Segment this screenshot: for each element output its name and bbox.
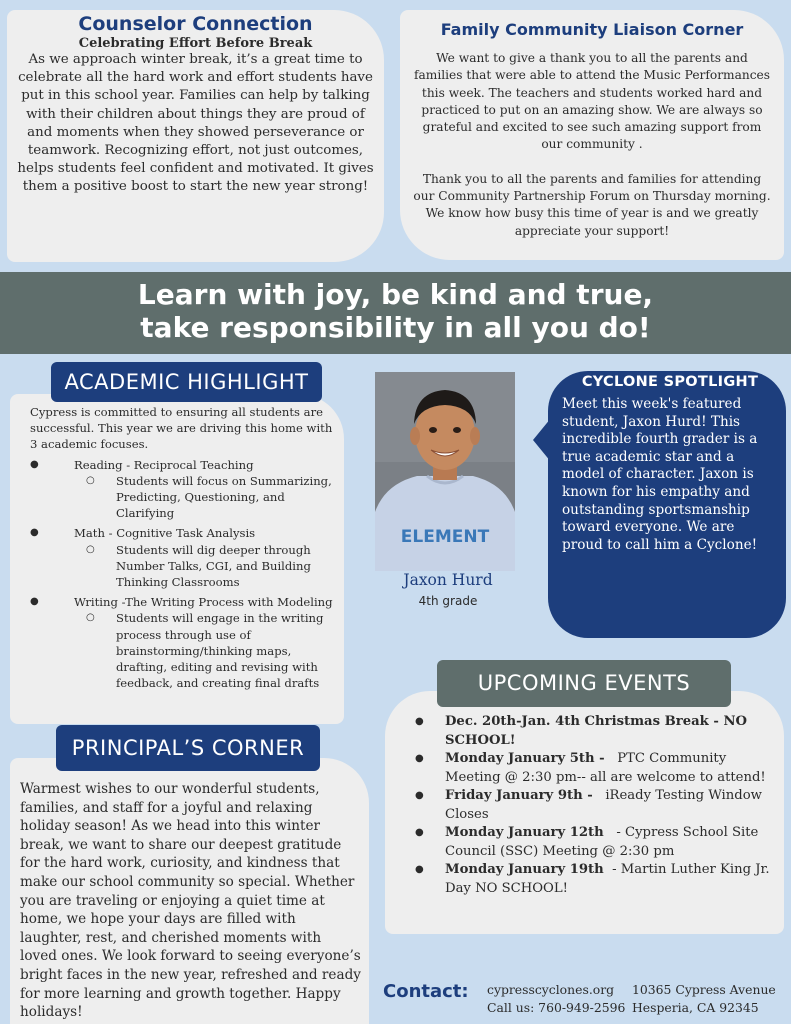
family-paragraph-1: We want to give a thank you to all the parents and families that were able to attend the Music Performances this week. The teachers and students worked hard and practiced to put on an amazing show. We are always so grateful and excited to see such amazing support from our community . xyxy=(413,51,770,152)
counselor-subtitle: Celebrating Effort Before Break xyxy=(78,36,313,51)
family-liaison-card xyxy=(400,10,784,260)
event-date: Monday January 19th xyxy=(445,862,604,877)
academic-focus-math: ● Math - Cognitive Task Analysis xyxy=(30,525,336,541)
motto-banner xyxy=(0,272,791,354)
academic-focus-reading-detail: ○ Students will focus on Summarizing, Predicting, Questioning, and Clarifying xyxy=(30,473,336,522)
event-date: Dec. 20th-Jan. 4th Christmas Break - NO SCHOOL! xyxy=(445,714,747,748)
event-text: iReady Testing Window Closes xyxy=(445,788,762,822)
contact-city: Hesperia, CA 92345 xyxy=(632,1000,759,1015)
motto-line-1: Learn with joy, be kind and true, xyxy=(137,278,654,311)
academic-focus-reading: ● Reading - Reciprocal Teaching xyxy=(30,457,336,473)
student-grade: 4th grade xyxy=(418,594,478,608)
contact-website[interactable]: cypresscyclones.org xyxy=(487,982,615,997)
event-item xyxy=(415,750,774,787)
spotlight-body: Meet this week's featured student, Jaxon Hurd! This incredible fourth grader is a true academic star and a model of character. Jaxon is known for his empathy and outstanding sportsmanship toward everyone. We are proud to call him a Cyclone! xyxy=(562,396,758,553)
spotlight-title: CYCLONE SPOTLIGHT xyxy=(581,374,759,390)
event-date: Monday January 5th - xyxy=(445,751,605,766)
counselor-connection-card xyxy=(7,10,384,262)
event-item xyxy=(415,861,774,898)
academic-highlight-header: ACADEMIC HIGHLIGHT xyxy=(51,362,322,402)
events-list xyxy=(415,713,774,898)
counselor-body: As we approach winter break, it’s a great time to celebrate all the hard work and effort students have put in this school year. Families can help by talking with their children about things they are proud of and moments when they showed perseverance or teamwork. Recognizing effort, not just outcomes, helps students feel confident and motivated. It gives them a positive boost to start the new year strong! xyxy=(17,52,374,195)
contact-address xyxy=(632,981,776,1017)
event-item xyxy=(415,713,774,750)
principal-body: Warmest wishes to our wonderful students, families, and staff for a joyful and relaxing holiday season! As we head into this winter break, we want to share our deepest gratitude for the hard work, curiosity, and kindness that make our school community so special. Whether you are traveling or enjoying a quiet time at home, we hope your days are filled with laughter, rest, and cherished moments with loved ones. We look forward to seeing everyone’s bright faces in the new year, refreshed and ready for more learning and growth together. Happy holidays! xyxy=(20,781,361,1021)
contact-phone[interactable]: Call us: 760-949-2596 xyxy=(487,1000,626,1015)
principals-corner-card xyxy=(10,758,369,1024)
academic-focus-writing: ● Writing -The Writing Process with Modeling xyxy=(30,594,336,610)
event-item xyxy=(415,787,774,824)
upcoming-events-header: UPCOMING EVENTS xyxy=(437,660,731,707)
academic-intro: Cypress is committed to ensuring all students are successful. This year we are driving this home with 3 academic focuses. xyxy=(30,405,333,452)
family-title: Family Community Liaison Corner xyxy=(440,20,744,39)
contact-label: Contact: xyxy=(383,981,469,1002)
cyclone-spotlight-bubble xyxy=(548,371,786,638)
event-text: - Martin Luther King Jr. Day NO SCHOOL! xyxy=(445,862,770,896)
principals-corner-header: PRINCIPAL’S CORNER xyxy=(56,725,320,771)
event-date: Friday January 9th - xyxy=(445,788,593,803)
event-text: - Cypress School Site Council (SSC) Meeting @ 2:30 pm xyxy=(445,825,759,859)
event-item xyxy=(415,824,774,861)
academic-focus-writing-detail: ○ Students will engage in the writing process through use of brainstorming/thinking maps, drafting, editing and revising with feedback, and creating final drafts xyxy=(30,610,336,691)
contact-web-phone xyxy=(487,981,625,1017)
upcoming-events-card xyxy=(385,691,784,934)
shirt-text: ELEMENT xyxy=(400,527,490,547)
student-portrait-illustration xyxy=(375,372,515,571)
academic-highlight-card xyxy=(10,394,344,724)
family-paragraph-2: Thank you to all the parents and families for attending our Community Partnership Forum on Thursday morning. We know how busy this time of year is and we greatly appreciate your support! xyxy=(413,171,771,238)
event-date: Monday January 12th xyxy=(445,825,604,840)
student-name: Jaxon Hurd xyxy=(403,571,493,589)
academic-focus-list xyxy=(30,457,336,692)
event-text: PTC Community Meeting @ 2:30 pm-- all are welcome to attend! xyxy=(445,751,766,785)
contact-street: 10365 Cypress Avenue xyxy=(632,982,776,997)
counselor-title: Counselor Connection xyxy=(78,13,313,35)
academic-focus-math-detail: ○ Students will dig deeper through Number Talks, CGI, and Building Thinking Classrooms xyxy=(30,542,336,591)
student-photo xyxy=(375,372,515,571)
motto-line-2: take responsibility in all you do! xyxy=(140,311,651,344)
